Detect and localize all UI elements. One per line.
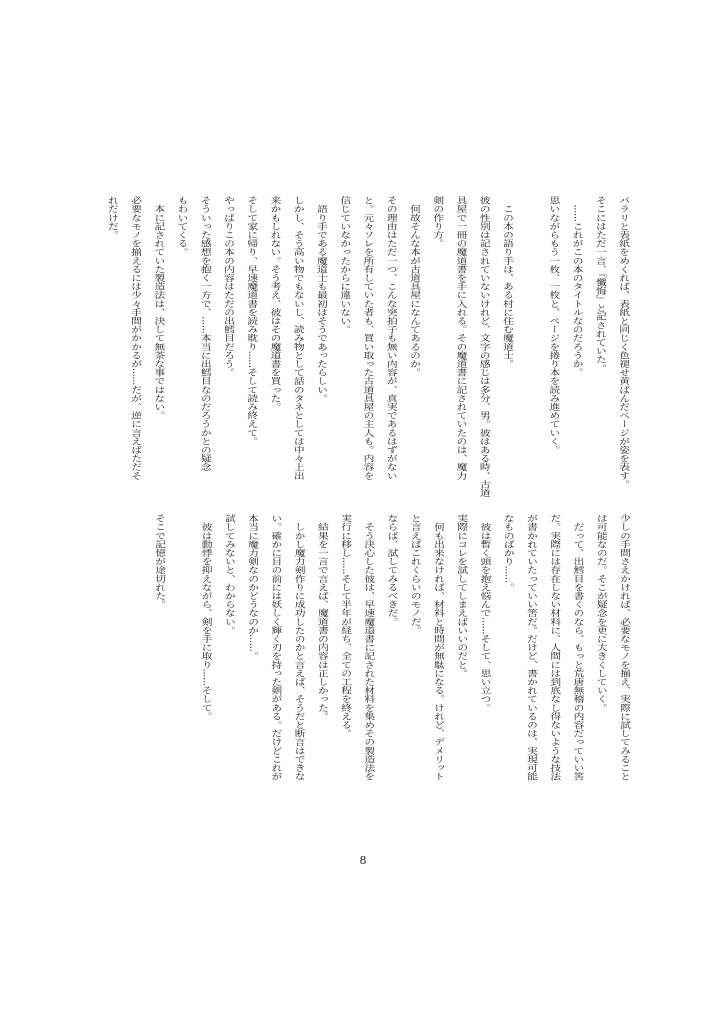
text-column: 彼は動悸を抑えながら、剣を手に取り……そして。 xyxy=(199,514,212,721)
text-column: 来かもしれない。そう考え、彼はその魔道書を買った。 xyxy=(268,196,282,411)
text-column: 彼の性別は記されていないけれど、文字の感じは多分、男。彼はある時、古道 xyxy=(478,196,491,497)
text-column: しかし、そう高い物でもないし、読み物として話のタネとしては中々上出 xyxy=(292,196,305,480)
text-column: そう決心した彼は、早速魔道書に記された材料を集めその製造法を xyxy=(361,514,375,781)
text-column: もわいてくる。 xyxy=(175,196,189,257)
text-column: 実行に移し……そして半年が経ち、全ての工程を終える。 xyxy=(338,514,352,738)
text-column: だって、出鱈目を書くのなら、もっと荒唐無稽の内容だっていい筈 xyxy=(571,514,584,781)
text-column: パラリと表紙をめくれば、表紙と同じく色褪せ黄ばんだページが姿を表す。 xyxy=(617,196,630,489)
text-column: そして家に帰り、早速魔道書を読み耽り……そして読み終えて。 xyxy=(245,196,259,446)
text-column: ……これがこの本のタイトルなのだろうか。 xyxy=(571,196,584,377)
text-column: が書かれていたっていい筈だ。だけど、書かれているのは、実現可能 xyxy=(524,514,538,781)
text-column xyxy=(170,514,193,824)
text-column: 本当に魔力剣なのかどうなのか……。 xyxy=(245,514,259,661)
text-column: 剣の作り方。 xyxy=(431,196,445,248)
text-column: 具屋で一冊の魔道書を手に入れる。その魔道書に記されていたのは、魔力 xyxy=(454,196,468,480)
text-column: だ。実際には存在しない材料に、人間には到底なし得ないような技法 xyxy=(547,514,561,781)
text-column: 試してみないと、わからない。 xyxy=(222,514,235,635)
text-column: い。確かに目の前には妖しく輝く刃を持った剣がある。だけどこれが xyxy=(268,514,282,781)
text-column: 何故そんな本が古道具屋になんてあるのか。 xyxy=(408,196,421,377)
text-column: 少しの手間さえかければ、必要なモノを揃え、実際に試してみること xyxy=(617,514,630,781)
text-column: 信じていなかったからに違いない。 xyxy=(338,196,352,334)
text-column: この本の語り手は、ある村に住む魔道士。 xyxy=(501,196,514,368)
text-column: 彼は暫く頭を抱え悩んで……そして、思い立つ。 xyxy=(478,514,491,712)
text-column: 必要なモノを揃えるには少々手間がかかるが……だが、逆に言えばただそ xyxy=(129,196,142,480)
text-column: と。元々ソレを所有していた者も、買い取った古道具屋の主人も。内容を xyxy=(361,196,375,480)
text-column: 結果を一言で言えば、魔道書の内容は正しかった。 xyxy=(315,514,328,721)
text-column: その理由はただ一つ、こんな突拍子も無い内容が、真実であるはずがない xyxy=(385,196,398,480)
text-column: れだけだ。 xyxy=(106,196,119,239)
text-column: 実際にコレを試してしまえばいいのだと。 xyxy=(454,514,468,678)
text-block-bottom xyxy=(147,514,635,824)
text-column: は可能なのだ。そこが疑念を更に大きくしていく。 xyxy=(594,514,607,712)
text-column: ならば、試してみるべきだ。 xyxy=(385,514,398,626)
text-column: 語り手である魔道士も最初はそうであったらしい。 xyxy=(315,196,328,403)
text-column: しかし魔力剣作りに成功したのかと言えば、そうだと断言はできな xyxy=(292,514,305,781)
text-column: そういった感想を抱く一方で、……本当に出鱈目なのだろうかとの疑念 xyxy=(199,196,212,472)
text-column: そこにはただ一言、『懺悔』と記されていた。 xyxy=(594,196,607,373)
page-number: 8 xyxy=(359,854,367,867)
text-block-top xyxy=(100,196,635,506)
text-column: やっぱりこの本の内容はただの出鱈目だろう。 xyxy=(222,196,235,377)
text-column: 思いながらもう一枚、一枚と、ページを捲り本を読み進めていく。 xyxy=(547,196,561,454)
text-column: そこで記憶が途切れた。 xyxy=(152,514,166,609)
text-column: なものばかり……。 xyxy=(501,514,514,592)
text-column: 何も出来なければ、材料と時間が無駄になる。けれど、デメリット xyxy=(431,514,445,781)
text-column: と言えばこれくらいのモノだ。 xyxy=(408,514,421,635)
text-column xyxy=(519,196,542,506)
text-column: 本に記されていた製造法は、決して無茶な事ではない。 xyxy=(152,196,166,420)
